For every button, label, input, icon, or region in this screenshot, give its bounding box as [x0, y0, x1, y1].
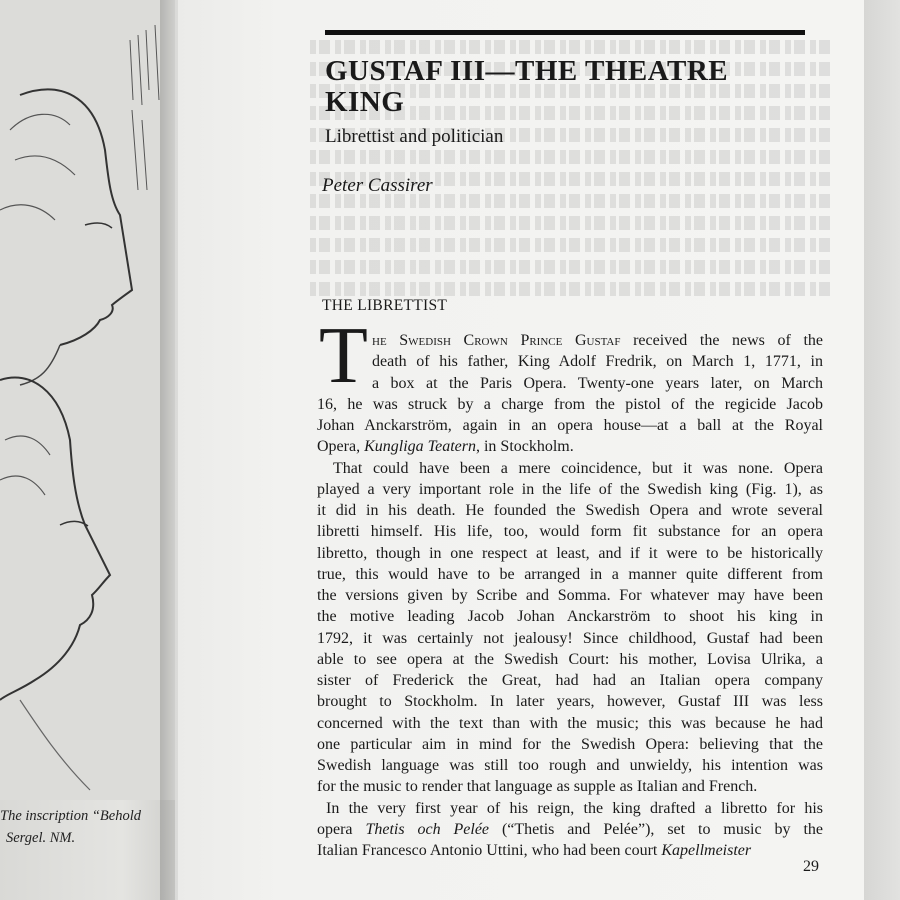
article-title: [325, 56, 805, 118]
body-line: it did in his death. He founded the Swedish Opera and wrote several: [317, 502, 823, 519]
body-line: Swedish language was still too rough and unwieldy, his intention was: [317, 757, 823, 774]
body-line: brought to Stockholm. In later years, however, Gustaf III was less: [317, 693, 823, 711]
body-line: a box at the Paris Opera. Twenty-one years later, on March: [372, 374, 823, 392]
body-line: sister of Frederick the Great, had had an Italian opera company: [317, 672, 823, 689]
body-line: Opera, Kungliga Teatern, in Stockholm.: [317, 438, 574, 456]
body-line: Johan Anckarström, again in an opera house—at a ball at the Royal: [317, 417, 823, 434]
page-number: 29: [803, 858, 819, 875]
caption-line: The inscription “Behold: [0, 808, 141, 824]
caption-line: Sergel. NM.: [6, 830, 76, 846]
body-line: In the very first year of his reign, the king drafted a libretto for his: [326, 799, 823, 817]
article-subtitle: Librettist and politician: [325, 126, 504, 147]
body-line: libretto, though in one respect at least, and if it were to be historically: [317, 544, 823, 562]
body-line: the motive leading Jacob Johan Anckarström to shoot his king in: [317, 608, 823, 626]
body-line: the versions given by Scribe and Somma. For whatever may have been: [317, 587, 823, 604]
title-rule: [325, 30, 805, 35]
page-edge: [864, 0, 900, 900]
section-heading: THE LIBRETTIST: [322, 297, 448, 314]
body-line: one particular aim in mind for the Swedish Opera: believing that the: [317, 735, 823, 753]
body-line: for the music to render that language as supple as Italian and French.: [317, 778, 758, 796]
body-line: opera Thetis och Pelée (“Thetis and Pelée”), set to music by the: [317, 820, 823, 838]
figure-caption: [0, 805, 175, 849]
body-line: he Swedish Crown Prince Gustaf received the news of the: [372, 332, 823, 349]
body-line: able to see opera at the Swedish Court: his mother, Lovisa Ulrika, a: [317, 650, 823, 668]
body-line: 1792, it was certainly not jealousy! Since childhood, Gustaf had been: [317, 629, 823, 647]
profile-sketch-illustration: [0, 0, 175, 800]
title-line: KING: [325, 86, 405, 118]
body-line: 16, he was struck by a charge from the pistol of the regicide Jacob: [317, 395, 823, 413]
body-line: libretti himself. His life, too, would form fit substance for an opera: [317, 523, 823, 541]
body-line: played a very important role in the life of the Swedish king (Fig. 1), as: [317, 480, 823, 498]
drop-cap: T: [319, 312, 368, 400]
title-line: GUSTAF III—THE THEATRE: [325, 55, 729, 87]
body-line: That could have been a mere coincidence, but it was none. Opera: [333, 459, 823, 477]
author-name: Peter Cassirer: [322, 175, 433, 196]
body-line: true, this would have to be arranged in a manner quite different from: [317, 565, 823, 583]
body-line: Italian Francesco Antonio Uttini, who had been court Kapellmeister: [317, 842, 752, 859]
body-line: death of his father, King Adolf Fredrik, on March 1, 1771, in: [372, 353, 823, 371]
body-line: concerned with the text than with the music; this was because he had: [317, 714, 823, 732]
left-facing-page: [0, 0, 175, 900]
